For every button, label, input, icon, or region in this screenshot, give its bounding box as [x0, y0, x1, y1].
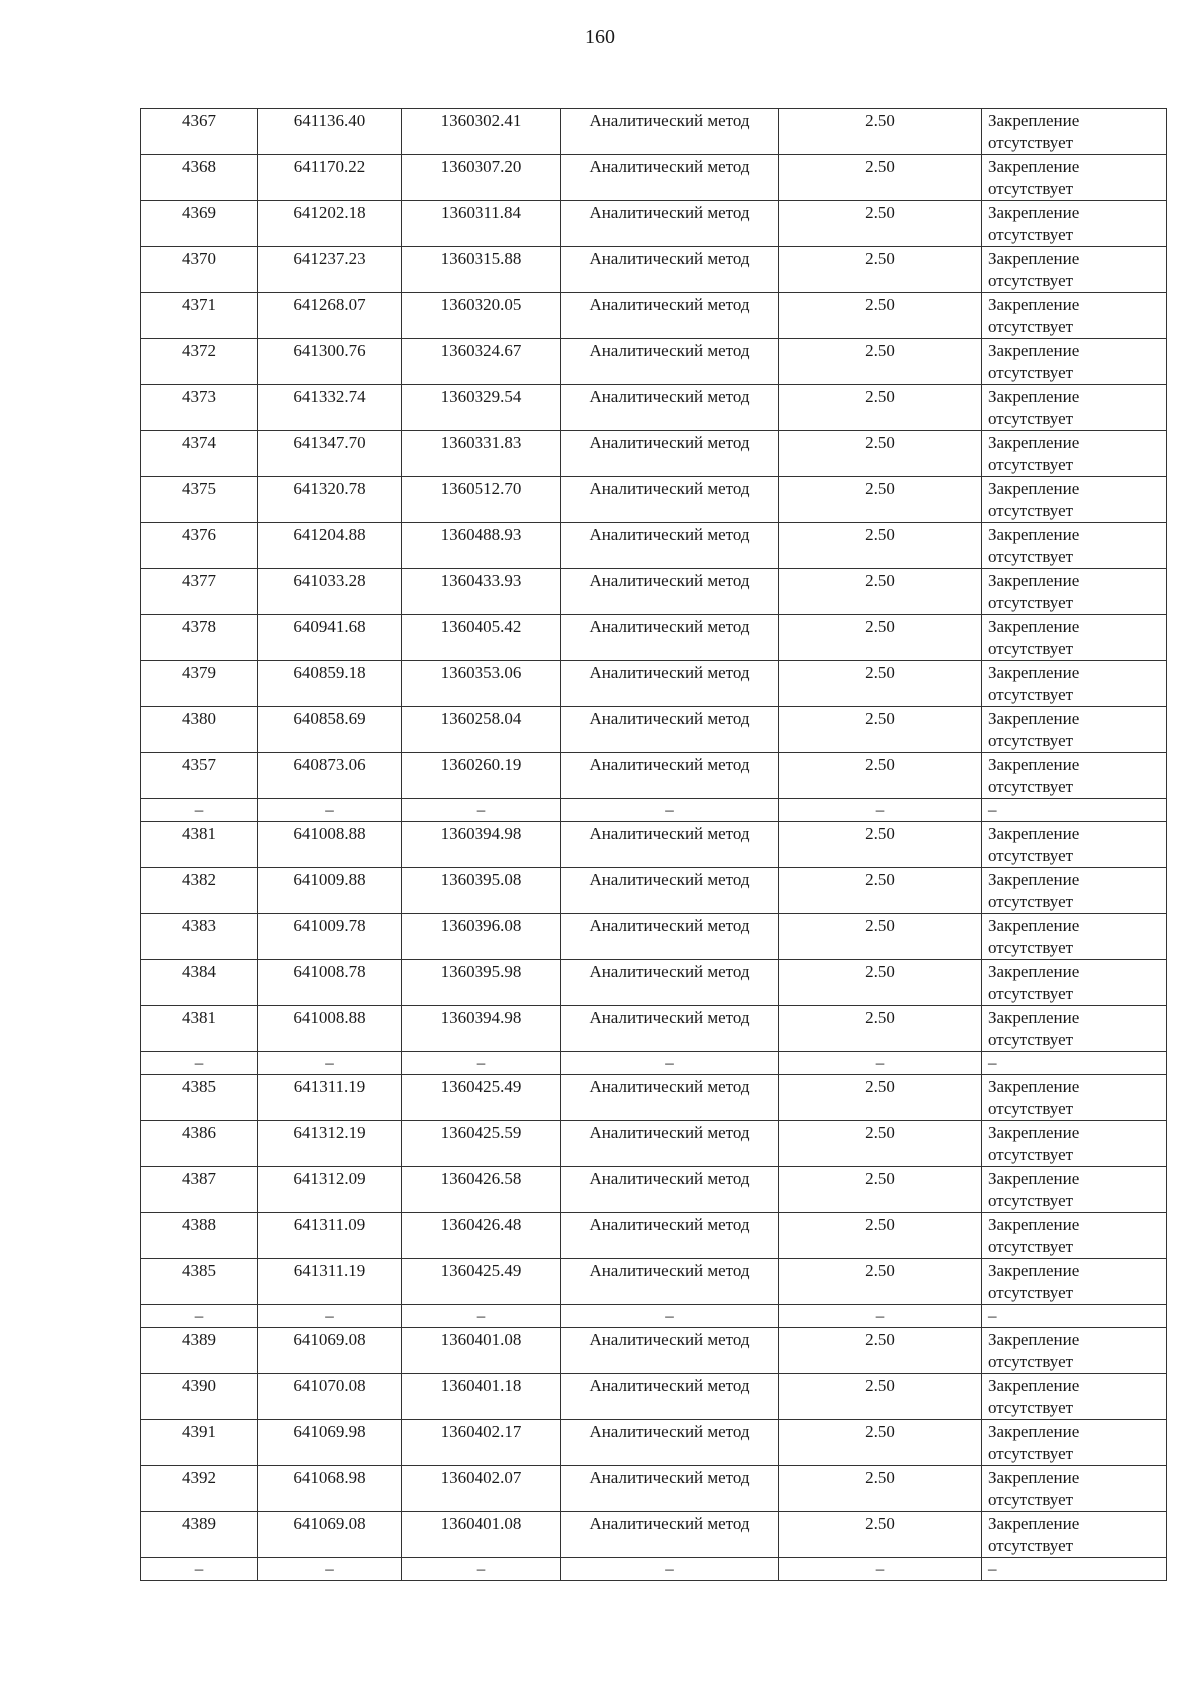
method-cell: Аналитический метод — [561, 822, 779, 868]
separator-cell: – — [258, 1305, 402, 1328]
point-number-cell: 4371 — [141, 293, 258, 339]
precision-cell: 2.50 — [779, 523, 982, 569]
precision-cell: 2.50 — [779, 1121, 982, 1167]
point-number-cell: 4386 — [141, 1121, 258, 1167]
precision-cell: 2.50 — [779, 569, 982, 615]
separator-cell: – — [141, 1305, 258, 1328]
precision-cell: 2.50 — [779, 339, 982, 385]
description-cell: Закрепление отсутствует — [982, 1259, 1167, 1305]
y-coordinate-cell: 1360425.59 — [402, 1121, 561, 1167]
separator-cell: – — [561, 1052, 779, 1075]
method-cell: Аналитический метод — [561, 707, 779, 753]
description-cell: Закрепление отсутствует — [982, 1167, 1167, 1213]
method-cell: Аналитический метод — [561, 960, 779, 1006]
x-coordinate-cell: 641300.76 — [258, 339, 402, 385]
description-cell: Закрепление отсутствует — [982, 1512, 1167, 1558]
table-row — [141, 155, 1167, 201]
point-number-cell: 4392 — [141, 1466, 258, 1512]
table-row — [141, 477, 1167, 523]
method-cell: Аналитический метод — [561, 868, 779, 914]
precision-cell: 2.50 — [779, 1512, 982, 1558]
x-coordinate-cell: 640858.69 — [258, 707, 402, 753]
x-coordinate-cell: 641069.08 — [258, 1328, 402, 1374]
description-cell: Закрепление отсутствует — [982, 385, 1167, 431]
description-cell: Закрепление отсутствует — [982, 1328, 1167, 1374]
precision-cell: 2.50 — [779, 1466, 982, 1512]
precision-cell: 2.50 — [779, 247, 982, 293]
y-coordinate-cell: 1360425.49 — [402, 1259, 561, 1305]
table-row — [141, 1006, 1167, 1052]
method-cell: Аналитический метод — [561, 293, 779, 339]
x-coordinate-cell: 641033.28 — [258, 569, 402, 615]
precision-cell: 2.50 — [779, 868, 982, 914]
description-cell: Закрепление отсутствует — [982, 1075, 1167, 1121]
precision-cell: 2.50 — [779, 477, 982, 523]
table-row — [141, 661, 1167, 707]
point-number-cell: 4372 — [141, 339, 258, 385]
separator-cell: – — [141, 1052, 258, 1075]
description-cell: Закрепление отсутствует — [982, 523, 1167, 569]
x-coordinate-cell: 641202.18 — [258, 201, 402, 247]
table-row — [141, 431, 1167, 477]
y-coordinate-cell: 1360426.48 — [402, 1213, 561, 1259]
separator-cell: – — [982, 1305, 1167, 1328]
precision-cell: 2.50 — [779, 753, 982, 799]
point-number-cell: 4377 — [141, 569, 258, 615]
method-cell: Аналитический метод — [561, 477, 779, 523]
table-row — [141, 1374, 1167, 1420]
separator-cell: – — [982, 1052, 1167, 1075]
method-cell: Аналитический метод — [561, 247, 779, 293]
precision-cell: 2.50 — [779, 615, 982, 661]
separator-row — [141, 799, 1167, 822]
x-coordinate-cell: 641136.40 — [258, 109, 402, 155]
x-coordinate-cell: 641311.09 — [258, 1213, 402, 1259]
separator-cell: – — [561, 1305, 779, 1328]
y-coordinate-cell: 1360353.06 — [402, 661, 561, 707]
precision-cell: 2.50 — [779, 1006, 982, 1052]
point-number-cell: 4380 — [141, 707, 258, 753]
separator-cell: – — [402, 799, 561, 822]
point-number-cell: 4369 — [141, 201, 258, 247]
table-row — [141, 569, 1167, 615]
description-cell: Закрепление отсутствует — [982, 339, 1167, 385]
description-cell: Закрепление отсутствует — [982, 707, 1167, 753]
separator-row — [141, 1305, 1167, 1328]
x-coordinate-cell: 641237.23 — [258, 247, 402, 293]
y-coordinate-cell: 1360302.41 — [402, 109, 561, 155]
point-number-cell: 4374 — [141, 431, 258, 477]
table-row — [141, 615, 1167, 661]
table-row — [141, 914, 1167, 960]
separator-cell: – — [982, 799, 1167, 822]
separator-cell: – — [258, 799, 402, 822]
table-body — [141, 109, 1167, 1581]
x-coordinate-cell: 641008.88 — [258, 1006, 402, 1052]
precision-cell: 2.50 — [779, 155, 982, 201]
y-coordinate-cell: 1360311.84 — [402, 201, 561, 247]
method-cell: Аналитический метод — [561, 1466, 779, 1512]
point-number-cell: 4383 — [141, 914, 258, 960]
point-number-cell: 4384 — [141, 960, 258, 1006]
precision-cell: 2.50 — [779, 385, 982, 431]
method-cell: Аналитический метод — [561, 615, 779, 661]
point-number-cell: 4381 — [141, 822, 258, 868]
y-coordinate-cell: 1360426.58 — [402, 1167, 561, 1213]
precision-cell: 2.50 — [779, 1167, 982, 1213]
y-coordinate-cell: 1360394.98 — [402, 1006, 561, 1052]
table-row — [141, 109, 1167, 155]
y-coordinate-cell: 1360394.98 — [402, 822, 561, 868]
x-coordinate-cell: 641320.78 — [258, 477, 402, 523]
separator-cell: – — [779, 1052, 982, 1075]
x-coordinate-cell: 641347.70 — [258, 431, 402, 477]
method-cell: Аналитический метод — [561, 385, 779, 431]
method-cell: Аналитический метод — [561, 1121, 779, 1167]
table-row — [141, 523, 1167, 569]
precision-cell: 2.50 — [779, 914, 982, 960]
method-cell: Аналитический метод — [561, 155, 779, 201]
method-cell: Аналитический метод — [561, 1328, 779, 1374]
table-row — [141, 1213, 1167, 1259]
x-coordinate-cell: 640859.18 — [258, 661, 402, 707]
x-coordinate-cell: 641009.88 — [258, 868, 402, 914]
y-coordinate-cell: 1360512.70 — [402, 477, 561, 523]
point-number-cell: 4381 — [141, 1006, 258, 1052]
x-coordinate-cell: 641312.19 — [258, 1121, 402, 1167]
description-cell: Закрепление отсутствует — [982, 569, 1167, 615]
x-coordinate-cell: 641332.74 — [258, 385, 402, 431]
separator-cell: – — [779, 1558, 982, 1581]
table-row — [141, 1167, 1167, 1213]
point-number-cell: 4376 — [141, 523, 258, 569]
separator-cell: – — [141, 1558, 258, 1581]
separator-cell: – — [402, 1052, 561, 1075]
y-coordinate-cell: 1360329.54 — [402, 385, 561, 431]
point-number-cell: 4373 — [141, 385, 258, 431]
precision-cell: 2.50 — [779, 293, 982, 339]
table-row — [141, 201, 1167, 247]
x-coordinate-cell: 641069.08 — [258, 1512, 402, 1558]
method-cell: Аналитический метод — [561, 1420, 779, 1466]
description-cell: Закрепление отсутствует — [982, 477, 1167, 523]
y-coordinate-cell: 1360402.17 — [402, 1420, 561, 1466]
y-coordinate-cell: 1360307.20 — [402, 155, 561, 201]
y-coordinate-cell: 1360402.07 — [402, 1466, 561, 1512]
x-coordinate-cell: 641204.88 — [258, 523, 402, 569]
description-cell: Закрепление отсутствует — [982, 431, 1167, 477]
table-row — [141, 1075, 1167, 1121]
separator-cell: – — [258, 1052, 402, 1075]
x-coordinate-cell: 641008.88 — [258, 822, 402, 868]
table-row — [141, 1121, 1167, 1167]
description-cell: Закрепление отсутствует — [982, 1213, 1167, 1259]
table-row — [141, 960, 1167, 1006]
method-cell: Аналитический метод — [561, 109, 779, 155]
x-coordinate-cell: 641008.78 — [258, 960, 402, 1006]
table-row — [141, 707, 1167, 753]
method-cell: Аналитический метод — [561, 1512, 779, 1558]
description-cell: Закрепление отсутствует — [982, 868, 1167, 914]
separator-cell: – — [779, 1305, 982, 1328]
description-cell: Закрепление отсутствует — [982, 1374, 1167, 1420]
x-coordinate-cell: 641311.19 — [258, 1075, 402, 1121]
y-coordinate-cell: 1360401.18 — [402, 1374, 561, 1420]
table-row — [141, 339, 1167, 385]
description-cell: Закрепление отсутствует — [982, 1006, 1167, 1052]
y-coordinate-cell: 1360401.08 — [402, 1512, 561, 1558]
x-coordinate-cell: 641312.09 — [258, 1167, 402, 1213]
point-number-cell: 4367 — [141, 109, 258, 155]
point-number-cell: 4385 — [141, 1075, 258, 1121]
method-cell: Аналитический метод — [561, 523, 779, 569]
description-cell: Закрепление отсутствует — [982, 822, 1167, 868]
x-coordinate-cell: 641170.22 — [258, 155, 402, 201]
y-coordinate-cell: 1360260.19 — [402, 753, 561, 799]
y-coordinate-cell: 1360331.83 — [402, 431, 561, 477]
precision-cell: 2.50 — [779, 1420, 982, 1466]
description-cell: Закрепление отсутствует — [982, 109, 1167, 155]
y-coordinate-cell: 1360425.49 — [402, 1075, 561, 1121]
precision-cell: 2.50 — [779, 661, 982, 707]
description-cell: Закрепление отсутствует — [982, 1466, 1167, 1512]
y-coordinate-cell: 1360320.05 — [402, 293, 561, 339]
point-number-cell: 4357 — [141, 753, 258, 799]
coordinates-table — [140, 108, 1167, 1581]
precision-cell: 2.50 — [779, 1374, 982, 1420]
y-coordinate-cell: 1360401.08 — [402, 1328, 561, 1374]
precision-cell: 2.50 — [779, 707, 982, 753]
description-cell: Закрепление отсутствует — [982, 1420, 1167, 1466]
y-coordinate-cell: 1360395.98 — [402, 960, 561, 1006]
separator-cell: – — [402, 1558, 561, 1581]
point-number-cell: 4375 — [141, 477, 258, 523]
point-number-cell: 4389 — [141, 1512, 258, 1558]
method-cell: Аналитический метод — [561, 1075, 779, 1121]
table-row — [141, 868, 1167, 914]
y-coordinate-cell: 1360324.67 — [402, 339, 561, 385]
point-number-cell: 4385 — [141, 1259, 258, 1305]
description-cell: Закрепление отсутствует — [982, 1121, 1167, 1167]
x-coordinate-cell: 640873.06 — [258, 753, 402, 799]
precision-cell: 2.50 — [779, 201, 982, 247]
method-cell: Аналитический метод — [561, 1374, 779, 1420]
x-coordinate-cell: 640941.68 — [258, 615, 402, 661]
method-cell: Аналитический метод — [561, 569, 779, 615]
table-row — [141, 1420, 1167, 1466]
method-cell: Аналитический метод — [561, 914, 779, 960]
description-cell: Закрепление отсутствует — [982, 914, 1167, 960]
x-coordinate-cell: 641268.07 — [258, 293, 402, 339]
point-number-cell: 4389 — [141, 1328, 258, 1374]
table-row — [141, 385, 1167, 431]
table-row — [141, 822, 1167, 868]
separator-cell: – — [561, 799, 779, 822]
description-cell: Закрепление отсутствует — [982, 201, 1167, 247]
precision-cell: 2.50 — [779, 960, 982, 1006]
method-cell: Аналитический метод — [561, 1167, 779, 1213]
y-coordinate-cell: 1360405.42 — [402, 615, 561, 661]
point-number-cell: 4387 — [141, 1167, 258, 1213]
method-cell: Аналитический метод — [561, 1006, 779, 1052]
y-coordinate-cell: 1360395.08 — [402, 868, 561, 914]
method-cell: Аналитический метод — [561, 1213, 779, 1259]
separator-row — [141, 1558, 1167, 1581]
point-number-cell: 4388 — [141, 1213, 258, 1259]
y-coordinate-cell: 1360315.88 — [402, 247, 561, 293]
precision-cell: 2.50 — [779, 1213, 982, 1259]
table-row — [141, 247, 1167, 293]
table-row — [141, 1259, 1167, 1305]
table-row — [141, 293, 1167, 339]
point-number-cell: 4390 — [141, 1374, 258, 1420]
point-number-cell: 4379 — [141, 661, 258, 707]
precision-cell: 2.50 — [779, 1328, 982, 1374]
separator-cell: – — [561, 1558, 779, 1581]
precision-cell: 2.50 — [779, 431, 982, 477]
description-cell: Закрепление отсутствует — [982, 247, 1167, 293]
y-coordinate-cell: 1360488.93 — [402, 523, 561, 569]
separator-cell: – — [779, 799, 982, 822]
separator-cell: – — [141, 799, 258, 822]
precision-cell: 2.50 — [779, 1075, 982, 1121]
method-cell: Аналитический метод — [561, 201, 779, 247]
method-cell: Аналитический метод — [561, 753, 779, 799]
x-coordinate-cell: 641009.78 — [258, 914, 402, 960]
description-cell: Закрепление отсутствует — [982, 960, 1167, 1006]
precision-cell: 2.50 — [779, 1259, 982, 1305]
page-number: 160 — [585, 26, 615, 48]
precision-cell: 2.50 — [779, 109, 982, 155]
description-cell: Закрепление отсутствует — [982, 293, 1167, 339]
y-coordinate-cell: 1360433.93 — [402, 569, 561, 615]
separator-cell: – — [258, 1558, 402, 1581]
point-number-cell: 4370 — [141, 247, 258, 293]
description-cell: Закрепление отсутствует — [982, 155, 1167, 201]
y-coordinate-cell: 1360396.08 — [402, 914, 561, 960]
description-cell: Закрепление отсутствует — [982, 753, 1167, 799]
table-row — [141, 753, 1167, 799]
point-number-cell: 4391 — [141, 1420, 258, 1466]
point-number-cell: 4378 — [141, 615, 258, 661]
x-coordinate-cell: 641311.19 — [258, 1259, 402, 1305]
method-cell: Аналитический метод — [561, 661, 779, 707]
point-number-cell: 4368 — [141, 155, 258, 201]
method-cell: Аналитический метод — [561, 1259, 779, 1305]
method-cell: Аналитический метод — [561, 431, 779, 477]
x-coordinate-cell: 641069.98 — [258, 1420, 402, 1466]
table-row — [141, 1328, 1167, 1374]
x-coordinate-cell: 641070.08 — [258, 1374, 402, 1420]
point-number-cell: 4382 — [141, 868, 258, 914]
table-row — [141, 1466, 1167, 1512]
x-coordinate-cell: 641068.98 — [258, 1466, 402, 1512]
description-cell: Закрепление отсутствует — [982, 661, 1167, 707]
separator-cell: – — [402, 1305, 561, 1328]
separator-cell: – — [982, 1558, 1167, 1581]
y-coordinate-cell: 1360258.04 — [402, 707, 561, 753]
precision-cell: 2.50 — [779, 822, 982, 868]
description-cell: Закрепление отсутствует — [982, 615, 1167, 661]
method-cell: Аналитический метод — [561, 339, 779, 385]
separator-row — [141, 1052, 1167, 1075]
table-row — [141, 1512, 1167, 1558]
